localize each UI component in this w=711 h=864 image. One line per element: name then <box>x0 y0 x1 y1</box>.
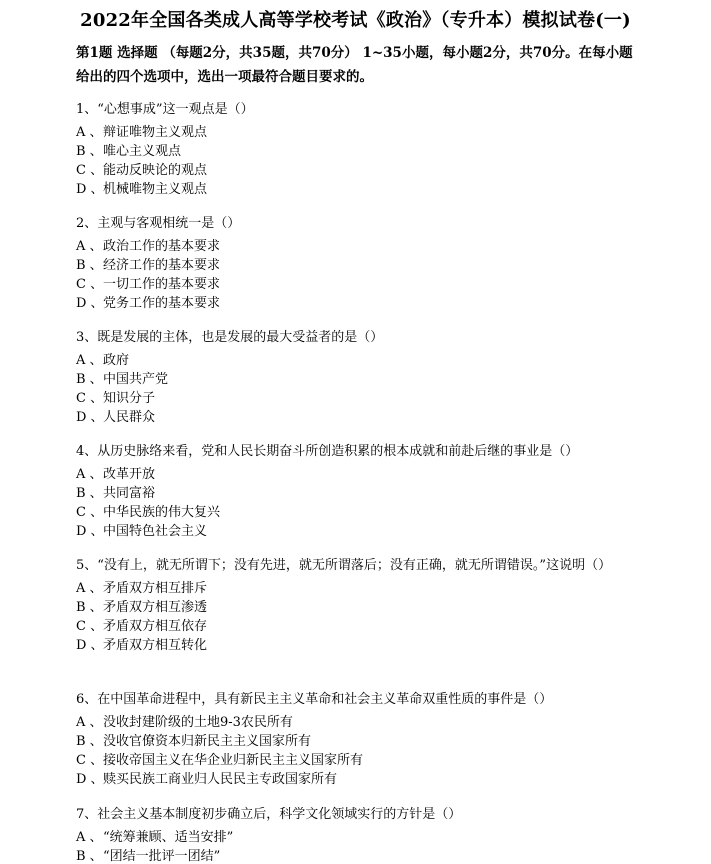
option-letter: C 、 <box>76 163 104 179</box>
option-text: 共同富裕 <box>103 485 156 501</box>
option-letter: B 、 <box>76 733 103 749</box>
option-text: 政治工作的基本要求 <box>103 238 221 254</box>
question-stem: 2、主观与客观相统一是（） <box>76 216 241 231</box>
option-b <box>76 370 656 389</box>
option-text: 矛盾双方相互排斥 <box>103 580 208 596</box>
option-letter: D 、 <box>76 772 104 788</box>
option-letter: B 、 <box>76 371 103 387</box>
option-d <box>76 294 656 313</box>
option-text: 人民群众 <box>103 410 156 426</box>
option-letter: A 、 <box>76 714 103 730</box>
option-c <box>76 275 656 294</box>
option-letter: A 、 <box>76 466 103 482</box>
question-4 <box>76 442 656 542</box>
option-b <box>76 732 656 751</box>
option-a <box>76 465 656 484</box>
option-letter: D 、 <box>76 410 104 426</box>
option-text: 能动反映论的观点 <box>103 163 208 179</box>
option-letter: A 、 <box>76 124 103 140</box>
option-c <box>76 161 656 180</box>
question-2 <box>76 214 656 314</box>
option-d <box>76 180 656 199</box>
option-text: 接收帝国主义在华企业归新民主主义国家所有 <box>103 753 364 769</box>
option-a <box>76 828 656 847</box>
option-letter: A 、 <box>76 238 103 254</box>
option-text: 党务工作的基本要求 <box>103 296 221 312</box>
option-c <box>76 389 656 408</box>
question-stem: 3、既是发展的主体，也是发展的最大受益者的是（） <box>76 330 384 345</box>
option-text: 矛盾双方相互转化 <box>103 638 208 654</box>
option-c <box>76 503 656 522</box>
question-stem: 7、社会主义基本制度初步确立后，科学文化领域实行的方针是（） <box>76 807 462 822</box>
option-letter: D 、 <box>76 524 104 540</box>
question-stem: 4、从历史脉络来看，党和人民长期奋斗所创造积累的根本成就和前赴后继的事业是（） <box>76 444 579 459</box>
document-title: 2022年全国各类成人高等学校考试《政治》（专升本）模拟试卷(一) <box>80 10 631 31</box>
option-a <box>76 351 656 370</box>
option-text: 唯心主义观点 <box>103 143 182 159</box>
option-text: 没收封建阶级的土地9-3农民所有 <box>103 714 293 730</box>
option-text: 没收官僚资本归新民主主义国家所有 <box>103 733 312 749</box>
option-letter: B 、 <box>76 848 103 864</box>
question-6 <box>76 690 656 790</box>
option-letter: D 、 <box>76 182 104 198</box>
section-instructions: 第1题 选择题 （每题2分，共35题，共70分） 1~35小题，每小题2分，共70分。在每小题给出的四个选项中，选出一项最符合题目要求的。 <box>76 45 633 85</box>
option-text: 政府 <box>103 352 130 368</box>
option-b <box>76 484 656 503</box>
option-text: 机械唯物主义观点 <box>103 182 208 198</box>
option-b <box>76 598 628 617</box>
option-text: 知识分子 <box>103 391 156 407</box>
option-letter: B 、 <box>76 143 103 159</box>
question-1 <box>76 100 656 200</box>
option-text: 矛盾双方相互依存 <box>103 619 208 635</box>
option-letter: A 、 <box>76 580 103 596</box>
option-letter: C 、 <box>76 391 104 407</box>
question-3 <box>76 328 656 428</box>
option-letter: B 、 <box>76 257 103 273</box>
question-stem: 1、“心想事成”这一观点是（） <box>76 102 254 117</box>
option-letter: B 、 <box>76 485 103 501</box>
option-text: “统筹兼顾、适当安排” <box>103 829 234 845</box>
option-letter: A 、 <box>76 352 103 368</box>
option-letter: C 、 <box>76 619 104 635</box>
question-5 <box>76 556 628 656</box>
option-letter: A 、 <box>76 829 103 845</box>
option-d <box>76 408 656 427</box>
question-stem: 6、在中国革命进程中，具有新民主主义革命和社会主义革命双重性质的事件是（） <box>76 692 553 707</box>
option-text: 中华民族的伟大复兴 <box>103 505 221 521</box>
option-b <box>76 142 656 161</box>
question-7 <box>76 805 656 864</box>
option-letter: D 、 <box>76 638 104 654</box>
option-b <box>76 847 656 864</box>
option-text: 矛盾双方相互渗透 <box>103 599 208 615</box>
option-text: “团结一批评一团结” <box>103 848 221 864</box>
question-stem: 5、“没有上，就无所谓下；没有先进，就无所谓落后；没有正确，就无所谓错误。”这说明（） <box>76 558 612 573</box>
option-text: 改革开放 <box>103 466 156 482</box>
option-d <box>76 522 656 541</box>
option-text: 赎买民族工商业归人民民主专政国家所有 <box>103 772 338 788</box>
option-c <box>76 751 656 770</box>
option-text: 一切工作的基本要求 <box>103 277 221 293</box>
option-letter: D 、 <box>76 296 104 312</box>
option-a <box>76 579 628 598</box>
option-text: 经济工作的基本要求 <box>103 257 221 273</box>
option-text: 辩证唯物主义观点 <box>103 124 208 140</box>
option-d <box>76 636 628 655</box>
option-c <box>76 617 628 636</box>
option-a <box>76 713 656 732</box>
option-text: 中国特色社会主义 <box>103 524 208 540</box>
option-text: 中国共产党 <box>103 371 169 387</box>
option-b <box>76 256 656 275</box>
option-a <box>76 123 656 142</box>
option-letter: B 、 <box>76 599 103 615</box>
option-letter: C 、 <box>76 505 104 521</box>
option-letter: C 、 <box>76 277 104 293</box>
option-a <box>76 237 656 256</box>
option-d <box>76 770 656 789</box>
option-letter: C 、 <box>76 753 104 769</box>
